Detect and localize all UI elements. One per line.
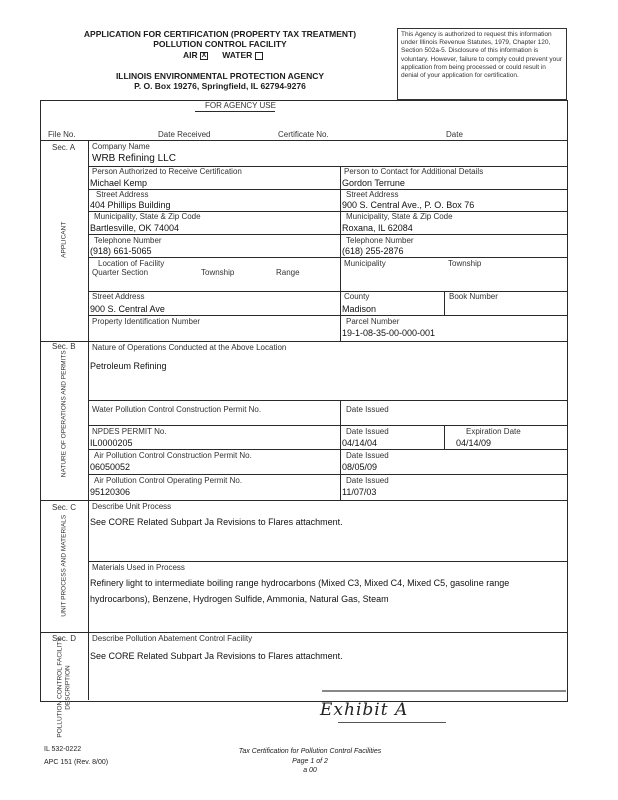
apo-date-label: Date Issued (346, 476, 389, 485)
phone2-label: Telephone Number (346, 236, 414, 245)
municipality-label: Municipality (344, 259, 386, 268)
date-received-label: Date Received (158, 130, 211, 139)
certificate-no-label: Certificate No. (278, 130, 329, 139)
city-label: Municipality, State & Zip Code (94, 212, 201, 221)
company-name[interactable]: WRB Refining LLC (92, 153, 176, 164)
facility-street[interactable]: 900 S. Central Ave (90, 304, 165, 314)
water-label: WATER (222, 50, 253, 60)
abatement-label: Describe Pollution Abatement Control Facility (92, 634, 253, 643)
township-label: Township (201, 268, 235, 277)
wpc-permit-label: Water Pollution Control Construction Permit No. (92, 405, 262, 414)
apo-permit-label: Air Pollution Control Operating Permit No. (94, 476, 243, 485)
sec-c-side-label: UNIT PROCESS AND MATERIALS (60, 514, 68, 617)
agency-address: P. O. Box 19276, Springfield, IL 62794-9276 (134, 81, 306, 91)
materials-label: Materials Used in Process (92, 563, 185, 572)
street2-label: Street Address (346, 190, 399, 199)
property-id-label: Property Identification Number (92, 317, 201, 326)
npdes-label: NPDES PERMIT No. (92, 427, 167, 436)
npdes-date-label: Date Issued (346, 427, 389, 436)
page-indicator: Page 1 of 2 (292, 758, 328, 765)
range-label: Range (276, 268, 300, 277)
sec-a-side-label: APPLICANT (60, 221, 68, 258)
privacy-notice: This Agency is authorized to request this information under Illinois Revenue Statutes, 1979, Chapter 120, Section 502a-5. Disclosure of this information is voluntary. However, failure to comply could prevent your application from being processed or could result in denial of your application for certification. (397, 28, 567, 100)
agency-name: ILLINOIS ENVIRONMENTAL PROTECTION AGENCY (115, 71, 325, 81)
abatement-description[interactable]: See CORE Related Subpart Ja Revisions to Flares attachment. (90, 651, 343, 661)
phone-2[interactable]: (618) 255-2876 (342, 246, 404, 256)
npdes-date[interactable]: 04/14/04 (342, 438, 378, 448)
sec-b-tag: Sec. B (52, 342, 76, 351)
nature-of-operations[interactable]: Petroleum Refining (90, 361, 167, 371)
form-title: APPLICATION FOR CERTIFICATION (PROPERTY TAX TREATMENT) (83, 29, 357, 39)
footer-code: a 00 (303, 767, 317, 774)
company-name-label: Company Name (92, 142, 150, 151)
city-state-zip[interactable]: Bartlesville, OK 74004 (90, 223, 180, 233)
unit-process-label: Describe Unit Process (92, 502, 172, 511)
materials-line-1[interactable]: Refinery light to intermediate boiling range hydrocarbons (Mixed C3, Mixed C4, Mixed C5, gasoline range (90, 578, 510, 588)
location-label: Location of Facility (98, 259, 165, 268)
quarter-section-label: Quarter Section (92, 268, 149, 277)
county[interactable]: Madison (342, 304, 377, 314)
county-label: County (344, 292, 370, 301)
phone-label: Telephone Number (94, 236, 162, 245)
air-checkbox[interactable]: X (201, 51, 207, 59)
date-label: Date (446, 130, 463, 139)
expiration-label: Expiration Date (466, 427, 521, 436)
person-authorized-label: Person Authorized to Receive Certification (92, 167, 242, 176)
apc-permit-label: Air Pollution Control Construction Permit No. (94, 451, 252, 460)
parcel-label: Parcel Number (346, 317, 400, 326)
form-code-1: IL 532-0222 (44, 746, 82, 753)
form-subtitle: POLLUTION CONTROL FACILITY (153, 39, 287, 49)
media-checkboxes (183, 50, 263, 60)
water-checkbox[interactable] (255, 52, 263, 60)
nature-label: Nature of Operations Conducted at the Above Location (92, 343, 287, 352)
apo-permit[interactable]: 95120306 (90, 487, 131, 497)
sec-a-tag: Sec. A (52, 143, 76, 152)
apo-date[interactable]: 11/07/03 (342, 487, 377, 497)
sec-d-tag: Sec. D (52, 634, 77, 643)
agency-use-title: FOR AGENCY USE (205, 101, 276, 110)
sec-d-side-label: POLLUTION CONTROL FACILITY DESCRIPTION (56, 637, 71, 738)
sec-b-side-label: NATURE OF OPERATIONS AND PERMITS (60, 350, 68, 478)
wpc-date-label: Date Issued (346, 405, 389, 414)
file-no-label: File No. (48, 130, 76, 139)
street-address-2[interactable]: 900 S. Central Ave., P. O. Box 76 (342, 200, 475, 210)
parcel-number[interactable]: 19-1-08-35-00-000-001 (342, 328, 436, 338)
book-number-label: Book Number (449, 292, 498, 301)
street-address[interactable]: 404 Phillips Building (90, 200, 171, 210)
phone[interactable]: (918) 661-5065 (90, 246, 152, 256)
unit-process[interactable]: See CORE Related Subpart Ja Revisions to Flares attachment. (90, 517, 343, 527)
exhibit-stamp: Exhibit A (320, 700, 409, 720)
person-authorized[interactable]: Michael Kemp (90, 178, 148, 188)
materials-line-2[interactable]: hydrocarbons), Benzene, Hydrogen Sulfide, Ammonia, Natural Gas, Steam (90, 594, 389, 604)
sec-c-tag: Sec. C (52, 503, 77, 512)
apc-permit[interactable]: 06050052 (90, 462, 131, 472)
city2-label: Municipality, State & Zip Code (346, 212, 453, 221)
air-label: AIR (183, 50, 198, 60)
footer-caption: Tax Certification for Pollution Control Facilities (238, 748, 382, 755)
form-code-2: APC 151 (Rev. 8/00) (44, 759, 109, 766)
facility-street-label: Street Address (92, 292, 145, 301)
city-state-zip-2[interactable]: Roxana, IL 62084 (342, 223, 413, 233)
npdes-permit[interactable]: IL0000205 (90, 438, 133, 448)
contact-label: Person to Contact for Additional Details (344, 167, 484, 176)
street-label: Street Address (96, 190, 149, 199)
contact-person[interactable]: Gordon Terrune (342, 178, 405, 188)
apc-date[interactable]: 08/05/09 (342, 462, 378, 472)
township2-label: Township (448, 259, 482, 268)
expiration-date[interactable]: 04/14/09 (456, 438, 492, 448)
apc-date-label: Date Issued (346, 451, 389, 460)
